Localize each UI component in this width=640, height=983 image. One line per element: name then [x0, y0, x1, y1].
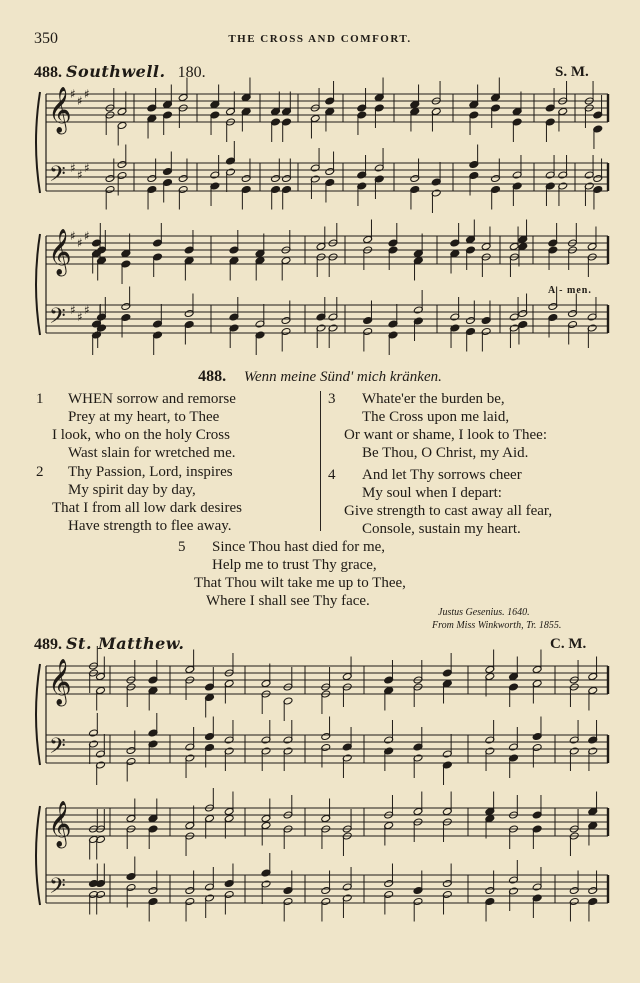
tune489-sys2-bass-clef: 𝄢: [49, 874, 66, 904]
verse-line: Be Thou, O Christ, my Aid.: [362, 445, 529, 461]
tune488-sys1-treble-sharp: ♯: [77, 94, 83, 108]
hymn-488-title: Wenn meine Sünd' mich kränken.: [243, 369, 442, 385]
tune488-sys2-brace: [36, 234, 40, 335]
tune-489-number: 489.: [34, 636, 62, 653]
page-number: 350: [34, 30, 58, 47]
verse-5: [178, 538, 498, 610]
tune488-sys2-treble-sharp: ♯: [77, 236, 83, 250]
running-head: THE CROSS AND COMFORT.: [228, 33, 412, 45]
verse-number: 2: [36, 464, 44, 480]
tune-488-name: Southwell.: [66, 62, 166, 81]
verse-line: Give strength to cast away all fear,: [344, 503, 553, 519]
verse-line: I look, who on the holy Cross: [52, 427, 230, 443]
tune-488-meter: S. M.: [555, 64, 589, 80]
translator-credit: From Miss Winkworth, Tr. 1855.: [432, 620, 562, 631]
verse-line: WHEN sorrow and remorse: [68, 391, 236, 407]
verse-4: [328, 466, 628, 538]
verse-line: Or want or shame, I look to Thee:: [344, 427, 548, 443]
tune488-sys1-treble-sharp: ♯: [70, 87, 76, 101]
verse-line: And let Thy sorrows cheer: [362, 467, 522, 483]
tune488-sys1-treble-sharp: ♯: [84, 87, 90, 101]
tune-489-meter: C. M.: [550, 636, 587, 652]
credits: [432, 606, 561, 632]
verse-line: Since Thou hast died for me,: [212, 539, 386, 555]
tune488-sys1-bass-sharp: ♯: [84, 161, 90, 175]
tune489-sys2-treble-clef: 𝄞: [48, 801, 72, 847]
tune488-sys2-bass-sharp: ♯: [77, 310, 83, 324]
tune-489-heading: [34, 634, 185, 654]
tune488-sys1-bass-sharp: ♯: [70, 161, 76, 175]
verse-3: [328, 390, 628, 462]
verse-line: Whate'er the burden be,: [362, 391, 505, 407]
tune489-sys2-brace: [36, 806, 40, 905]
verse-line: Prey at my heart, to Thee: [68, 409, 220, 425]
verse-line: Thy Passion, Lord, inspires: [68, 464, 233, 480]
verse-line: Wast slain for wretched me.: [68, 445, 236, 461]
tune489-sys1-bass-clef: 𝄢: [49, 734, 66, 764]
tune488-sys1-brace: [36, 92, 40, 193]
verse-2: [36, 463, 316, 535]
verse-line: Help me to trust Thy grace,: [212, 557, 377, 573]
tune489-sys1-brace: [36, 664, 40, 765]
hymn-488-heading: [0, 368, 640, 386]
tune488-sys2-treble-sharp: ♯: [70, 229, 76, 243]
tune488-sys2-bass-sharp: ♯: [84, 303, 90, 317]
verse-line: My spirit day by day,: [68, 482, 196, 498]
column-divider: [320, 391, 321, 531]
verse-line: My soul when I depart:: [362, 485, 502, 501]
tune488-sys2-treble-sharp: ♯: [84, 229, 90, 243]
verse-line: That I from all low dark desires: [52, 500, 242, 516]
verse-line: That Thou wilt take me up to Thee,: [194, 575, 406, 591]
verse-line: Where I shall see Thy face.: [206, 593, 370, 609]
tune-488-ref: 180.: [177, 64, 206, 81]
verse-line: Console, sustain my heart.: [362, 521, 521, 537]
author-credit: Justus Gesenius. 1640.: [438, 607, 530, 618]
tune488-sys1-treble-clef: 𝄞: [48, 87, 72, 133]
tune-489-name: St. Matthew.: [66, 634, 185, 653]
amen-lyric: A - men.: [548, 285, 592, 296]
tune488-sys2-treble-clef: 𝄞: [48, 229, 72, 275]
verse-line: Have strength to flee away.: [68, 518, 232, 534]
tune-488-number: 488.: [34, 64, 62, 81]
hymn-488-number: 488.: [198, 368, 227, 385]
tune488-sys1-bass-clef: 𝄢: [49, 162, 66, 192]
verse-1: [36, 390, 316, 462]
verse-number: 3: [328, 391, 336, 407]
verse-number: 1: [36, 391, 44, 407]
tune488-sys1-bass-sharp: ♯: [77, 168, 83, 182]
verse-number: 4: [328, 467, 336, 483]
tune489-sys1-treble-clef: 𝄞: [48, 659, 72, 705]
verse-line: The Cross upon me laid,: [362, 409, 510, 425]
tune488-sys2-bass-sharp: ♯: [70, 303, 76, 317]
verse-number: 5: [178, 539, 186, 555]
tune488-sys2-bass-clef: 𝄢: [49, 304, 66, 334]
